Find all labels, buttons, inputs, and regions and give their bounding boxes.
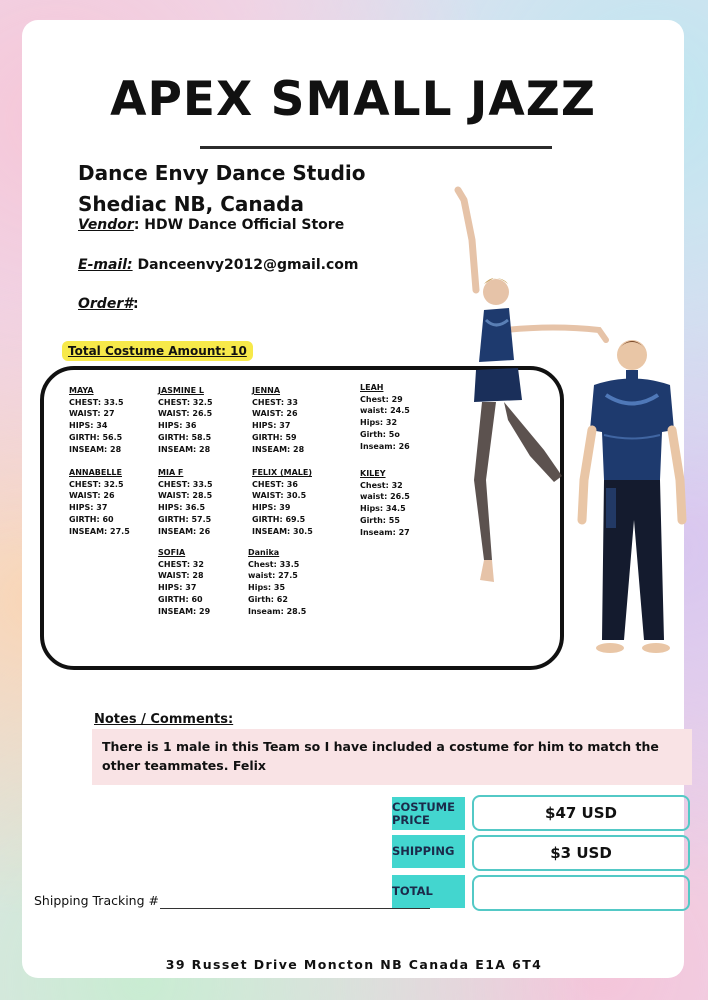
order-form-page [22, 20, 684, 978]
dancer-card [158, 547, 210, 617]
dancer-card [248, 547, 306, 617]
measurement-line: HIPS: 34 [69, 421, 108, 431]
measurement-line: INSEAM: 28 [158, 444, 211, 454]
dancer-card [69, 385, 124, 455]
shipping-tracking-label: Shipping Tracking # [34, 893, 159, 908]
total-label: TOTAL [392, 875, 465, 908]
email-value: Danceenvy2012@gmail.com [132, 257, 359, 273]
measurement-line: WAIST: 27 [69, 409, 115, 419]
measurement-line: Girth: 62 [248, 594, 288, 604]
measurement-line: HIPS: 37 [252, 421, 291, 431]
dancer-name: KILEY [360, 469, 386, 478]
male-dancer-figure [582, 340, 682, 653]
measurement-line: CHEST: 32.5 [158, 397, 213, 407]
vendor-label: Vendor [78, 217, 134, 233]
shipping-tracking-field[interactable] [160, 908, 430, 909]
dancer-card [360, 382, 410, 452]
dancer-name: JASMINE L [158, 386, 204, 395]
measurement-line: INSEAM: 28 [69, 444, 122, 454]
measurement-line: GIRTH: 56.5 [69, 432, 123, 442]
measurement-line: WAIST: 26 [252, 409, 298, 419]
footer-address: 39 Russet Drive Moncton NB Canada E1A 6T4 [165, 957, 543, 972]
measurement-line: Inseam: 26 [360, 441, 410, 451]
measurement-line: CHEST: 32 [158, 559, 204, 569]
total-costume-amount-text: Total Costume Amount: 10 [68, 344, 247, 358]
order-value: : [132, 296, 139, 312]
measurement-line: Girth: 5o [360, 429, 400, 439]
total-field[interactable] [472, 875, 690, 911]
measurement-line: HIPS: 37 [69, 503, 108, 513]
measurement-line: CHEST: 33.5 [158, 479, 213, 489]
measurement-line: WAIST: 26.5 [158, 409, 213, 419]
measurement-line: waist: 27.5 [248, 571, 298, 581]
costume-price-label: COSTUME PRICE [392, 797, 465, 830]
measurement-line: WAIST: 30.5 [252, 491, 307, 501]
measurement-line: Chest: 32 [360, 480, 403, 490]
dancer-card [252, 467, 313, 537]
measurement-line: CHEST: 33.5 [69, 397, 124, 407]
measurement-line: Inseam: 28.5 [248, 606, 307, 616]
dancer-name: MAYA [69, 386, 94, 395]
notes-heading: Notes / Comments: [94, 712, 234, 727]
measurement-line: WAIST: 26 [69, 491, 115, 501]
measurement-line: Hips: 34.5 [360, 504, 406, 514]
measurement-line: INSEAM: 29 [158, 606, 211, 616]
measurement-line: INSEAM: 27.5 [69, 526, 130, 536]
vendor-value: : HDW Dance Official Store [133, 217, 345, 233]
measurement-line: GIRTH: 58.5 [158, 432, 212, 442]
costume-price-field[interactable]: $47 USD [472, 795, 690, 831]
vendor-line [78, 217, 344, 233]
measurement-line: waist: 24.5 [360, 406, 410, 416]
measurement-line: INSEAM: 30.5 [252, 526, 313, 536]
measurement-line: Girth: 55 [360, 515, 400, 525]
shipping-field[interactable]: $3 USD [472, 835, 690, 871]
measurement-line: CHEST: 33 [252, 397, 298, 407]
dancer-name: SOFIA [158, 548, 186, 557]
order-label: Order# [78, 296, 133, 312]
dancer-card [158, 385, 213, 455]
email-label: E-mail: [78, 257, 133, 273]
measurement-line: INSEAM: 26 [158, 526, 211, 536]
measurement-line: GIRTH: 57.5 [158, 514, 212, 524]
dancer-name: Danika [248, 548, 280, 557]
measurement-line: WAIST: 28 [158, 571, 204, 581]
measurement-line: HIPS: 37 [158, 583, 197, 593]
measurement-line: WAIST: 28.5 [158, 491, 213, 501]
measurement-line: INSEAM: 28 [252, 444, 305, 454]
measurement-line: Chest: 33.5 [248, 559, 300, 569]
dancer-name: MIA F [158, 468, 184, 477]
dancer-name: FELIX (MALE) [252, 468, 312, 477]
studio-name: Dance Envy Dance Studio [78, 161, 366, 185]
measurement-line: Inseam: 27 [360, 527, 410, 537]
measurement-line: CHEST: 32.5 [69, 479, 124, 489]
measurement-line: Hips: 32 [360, 418, 398, 428]
measurement-line: HIPS: 36.5 [158, 503, 206, 513]
dancer-name: ANNABELLE [69, 468, 122, 477]
measurement-line: GIRTH: 60 [158, 594, 203, 604]
email-line [78, 257, 358, 273]
dancer-card [252, 385, 304, 455]
order-line [78, 296, 139, 312]
notes-text: There is 1 male in this Team so I have included a costume for him to match the other teammates. Felix [102, 739, 659, 773]
measurement-line: Hips: 35 [248, 583, 286, 593]
measurement-line: CHEST: 36 [252, 479, 298, 489]
dancer-card [158, 467, 213, 537]
studio-info [78, 158, 366, 220]
measurement-line: GIRTH: 59 [252, 432, 297, 442]
total-costume-amount [62, 341, 253, 361]
measurement-line: HIPS: 39 [252, 503, 291, 513]
title-divider [200, 146, 552, 149]
dancer-card [360, 468, 410, 538]
measurement-line: GIRTH: 60 [69, 514, 114, 524]
measurement-line: GIRTH: 69.5 [252, 514, 306, 524]
dancer-name: LEAH [360, 383, 384, 392]
page-title: APEX SMALL JAZZ [110, 72, 596, 127]
dancer-card [69, 467, 130, 537]
dancer-name: JENNA [252, 386, 281, 395]
costume-photos [434, 180, 708, 670]
notes-box[interactable] [92, 729, 692, 785]
studio-location: Shediac NB, Canada [78, 192, 304, 216]
measurement-line: Chest: 29 [360, 394, 403, 404]
measurement-line: waist: 26.5 [360, 492, 410, 502]
shipping-label: SHIPPING [392, 835, 465, 868]
measurement-line: HIPS: 36 [158, 421, 197, 431]
